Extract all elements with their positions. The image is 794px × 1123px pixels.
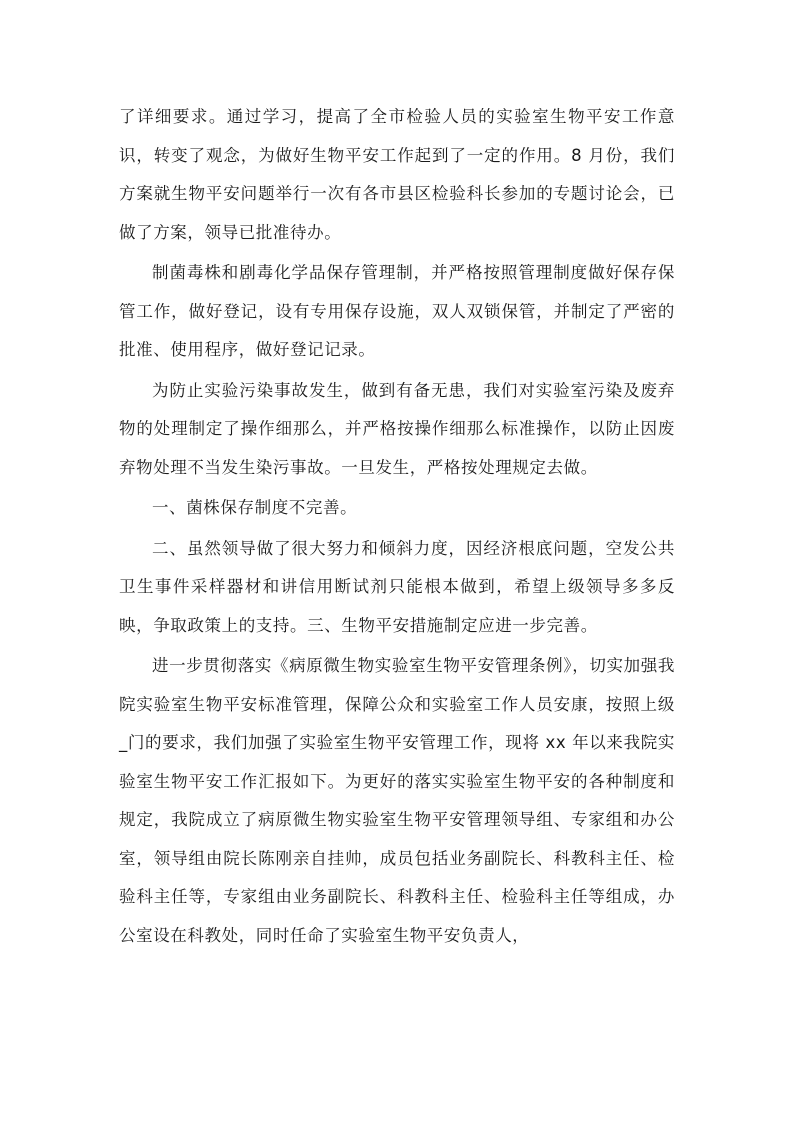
document-body: [119, 98, 675, 957]
paragraph-2: 制菌毒株和剧毒化学品保存管理制，并严格按照管理制度做好保存保管工作，做好登记，设有专用保存设施，双人双锁保管，并制定了严密的批准、使用程序，做好登记记录。: [119, 263, 675, 359]
paragraph-3: 为防止实验污染事故发生，做到有备无患，我们对实验室污染及废弃物的处理制定了操作细那么，并严格按操作细那么标准操作，以防止因废弃物处理不当发生染污事故。一旦发生，严格按处理规定去做。: [119, 380, 675, 477]
paragraph-1: 了详细要求。通过学习，提高了全市检验人员的实验室生物平安工作意识，转变了观念，为做好生物平安工作起到了一定的作用。8 月份，我们方案就生物平安问题举行一次有各市县区检验科长参加的专题讨论会，已做了方案，领导已批准待办。: [119, 107, 675, 242]
paragraph-6: 进一步贯彻落实《病原微生物实验室生物平安管理条例》，切实加强我院实验室生物平安标准管理，保障公众和实验室工作人员安康，按照上级_门的要求，我们加强了实验室生物平安管理工作，现将 xx 年以来我院实验室生物平安工作汇报如下。为更好的落实实验室生物平安的各种制度和规定，我院成立了病原微生物实验室生物平安管理领导组、专家组和办公室，领导组由院长陈刚亲自挂帅，成员包括业务副院长、科教科主任、检验科主任等，专家组由业务副院长、科教科主任、检验科主任等组成，办公室设在科教处，同时任命了实验室生物平安负责人，: [119, 656, 675, 945]
paragraph-4: 一、菌株保存制度不完善。: [152, 498, 358, 517]
paragraph-5: 二、虽然领导做了很大努力和倾斜力度，因经济根底问题，空发公共卫生事件采样器材和讲信用断试剂只能根本做到，希望上级领导多多反映，争取政策上的支持。三、生物平安措施制定应进一步完善。: [119, 538, 675, 635]
